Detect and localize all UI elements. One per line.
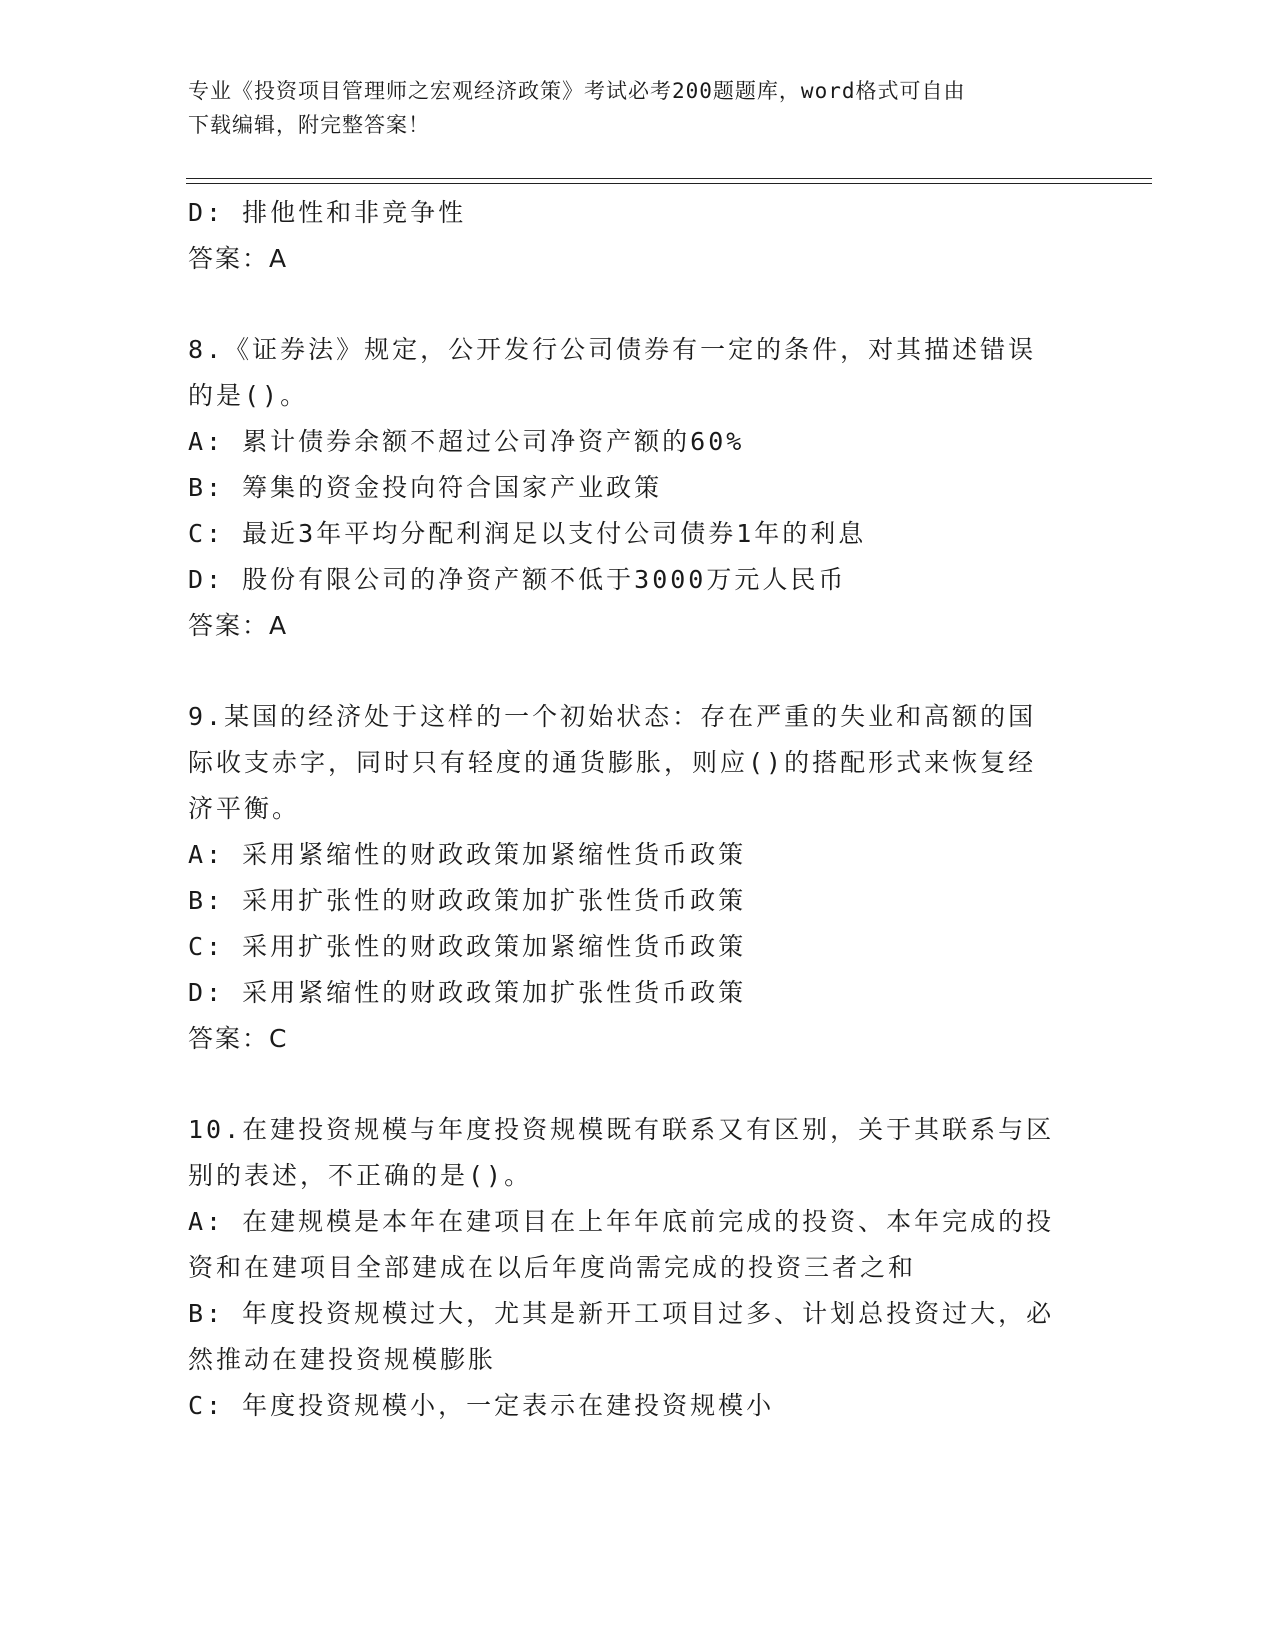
question-7-tail — [188, 190, 1078, 282]
question-stem: 8.《证券法》规定，公开发行公司债券有一定的条件，对其描述错误 — [188, 335, 1037, 364]
header-line-2: 下载编辑，附完整答案！ — [188, 113, 430, 137]
option-b: B: 采用扩张性的财政政策加扩张性货币政策 — [188, 886, 747, 915]
option-c: C: 最近3年平均分配利润足以支付公司债券1年的利息 — [188, 519, 867, 548]
option-d: D: 股份有限公司的净资产额不低于3000万元人民币 — [188, 565, 847, 594]
question-stem: 的是()。 — [188, 381, 309, 410]
option-c: C: 年度投资规模小，一定表示在建投资规模小 — [188, 1391, 775, 1420]
option-a: A: 采用紧缩性的财政政策加紧缩性货币政策 — [188, 840, 747, 869]
option-d: D: 排他性和非竞争性 — [188, 198, 467, 227]
answer: 答案：A — [188, 611, 289, 640]
option-b: B: 年度投资规模过大，尤其是新开工项目过多、计划总投资过大，必 — [188, 1299, 1055, 1328]
question-list — [188, 190, 1078, 1429]
header-line-1: 专业《投资项目管理师之宏观经济政策》考试必考200题题库，word格式可自由 — [188, 79, 966, 103]
header-divider-bottom — [186, 183, 1152, 184]
question-stem: 别的表述，不正确的是()。 — [188, 1161, 533, 1190]
question-stem: 际收支赤字，同时只有轻度的通货膨胀，则应()的搭配形式来恢复经 — [188, 748, 1037, 777]
header-divider-top — [186, 178, 1152, 179]
option-a: A: 累计债券余额不超过公司净资产额的60% — [188, 427, 745, 456]
document-header — [188, 74, 1068, 142]
option-c: C: 采用扩张性的财政政策加紧缩性货币政策 — [188, 932, 747, 961]
question-stem: 济平衡。 — [188, 794, 301, 823]
question-9 — [188, 694, 1078, 1062]
question-10 — [188, 1107, 1078, 1429]
answer: 答案：A — [188, 244, 289, 273]
option-a-continued: 资和在建项目全部建成在以后年度尚需完成的投资三者之和 — [188, 1253, 917, 1282]
option-b: B: 筹集的资金投向符合国家产业政策 — [188, 473, 663, 502]
option-a: A: 在建规模是本年在建项目在上年年底前完成的投资、本年完成的投 — [188, 1207, 1055, 1236]
question-stem: 10.在建投资规模与年度投资规模既有联系又有区别，关于其联系与区 — [188, 1115, 1055, 1144]
option-d: D: 采用紧缩性的财政政策加扩张性货币政策 — [188, 978, 747, 1007]
question-8 — [188, 327, 1078, 649]
answer: 答案：C — [188, 1024, 289, 1053]
question-stem: 9.某国的经济处于这样的一个初始状态：存在严重的失业和高额的国 — [188, 702, 1037, 731]
option-b-continued: 然推动在建投资规模膨胀 — [188, 1345, 497, 1374]
